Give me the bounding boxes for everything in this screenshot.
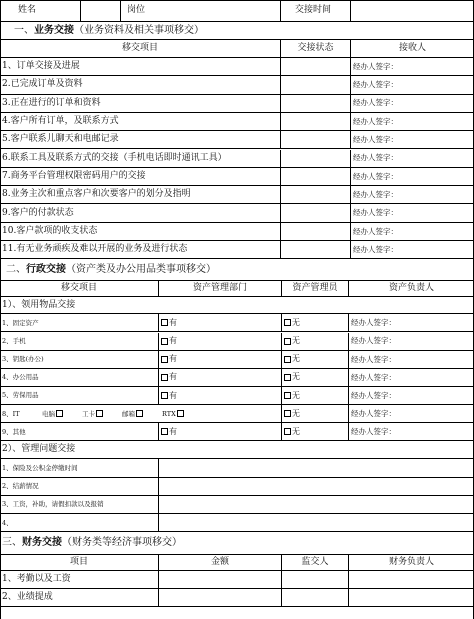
section1-item-row [0,204,474,222]
checkbox-icon [161,319,168,326]
checkbox-icon [284,392,291,399]
other-admin-none[interactable]: 无 [281,423,348,440]
checkbox-icon [284,319,291,326]
section1-item-label: 2.已完成订单及资料 [2,79,83,90]
asset-dept-has[interactable]: 有 [158,351,281,368]
other-row [0,423,474,441]
finance-amount-field[interactable] [158,571,281,588]
asset-dept-has[interactable]: 有 [158,387,281,404]
section3-title-text: 财务交接 [22,537,62,548]
management-field[interactable] [158,459,474,476]
checkbox-icon [284,374,291,381]
section1-status-field[interactable] [280,168,350,185]
section2-header-row [0,281,474,297]
section1-item-row [0,186,474,204]
finance-row [0,589,474,607]
other-sign[interactable]: 经办人签字： [348,423,474,440]
position-label: 岗位 [120,0,280,21]
it-option-label: RTX [162,409,176,418]
it-option[interactable] [82,410,104,417]
asset-row [0,314,474,332]
asset-row [0,333,474,351]
asset-dept-has[interactable]: 有 [158,333,281,350]
section1-item-row [0,150,474,168]
section1-title-text: 业务交接 [34,24,74,36]
it-option-label: 电脑 [42,409,55,418]
section1-number: 一、 [14,24,34,36]
section1-status-field[interactable] [280,150,350,167]
section1-header-row [0,40,474,58]
management-label: 2、结薪情况 [2,481,39,490]
section3-title [0,533,474,554]
asset-owner-sign[interactable]: 经办人签字： [348,351,474,368]
checkbox-icon [161,392,168,399]
finance-row [0,571,474,589]
management-label: 3、工资，补助，请假扣款以及报销 [2,500,104,509]
it-option[interactable] [42,410,64,417]
checkbox-icon [161,374,168,381]
section1-receiver-sign[interactable]: 经办人签字： [350,241,474,258]
it-options [40,405,281,422]
table-border-top [0,0,474,1]
section2-col-admin: 资产管理员 [281,281,348,296]
asset-admin-none[interactable]: 无 [281,333,348,350]
section2-number: 二、 [6,263,26,275]
section1-col-item: 移交项目 [121,43,158,53]
section1-title [0,22,474,39]
section1-receiver-sign[interactable]: 经办人签字： [350,131,474,148]
checkbox-icon [284,410,291,417]
section2-title-text: 行政交接 [26,263,66,275]
finance-owner-field[interactable] [348,589,474,606]
section1-item-label: 1、订单交接及进展 [2,61,80,72]
section1-item-label: 6.联系工具及联系方式的交接（手机电话即时通讯工具） [2,152,227,163]
section1-item-label: 7.商务平台管理权限密码用户的交接 [2,170,146,181]
section2-subtitle: （资产类及办公用品类事项移交） [66,263,216,275]
section1-receiver-sign[interactable]: 经办人签字： [350,113,474,130]
section1-item-row [0,76,474,94]
section2-col-owner: 资产负责人 [348,281,474,296]
asset-label: 1、固定资产 [2,318,39,327]
section3-col-item: 项目 [69,556,88,567]
section3-col-supervisor: 监交人 [281,555,348,570]
section3-number: 三、 [2,537,22,548]
name-label: 姓名 [18,5,37,15]
section1-status-field[interactable] [280,186,350,203]
asset-dept-has[interactable]: 有 [158,314,281,331]
finance-supervisor-field[interactable] [281,571,348,588]
checkbox-icon [284,338,291,345]
section2-title [0,259,474,280]
asset-row [0,369,474,387]
finance-amount-field[interactable] [158,589,281,606]
section1-subtitle: （业务资料及相关事项移交） [74,24,204,36]
other-label: 9、其他 [2,427,26,436]
section2-title-row [0,259,474,281]
asset-admin-none[interactable]: 无 [281,369,348,386]
asset-label: 3、钥匙(办公) [2,355,44,364]
it-option[interactable] [122,410,144,417]
section1-item-row [0,241,474,259]
management-label: 1、保险及公积金停缴时间 [2,463,78,472]
section1-item-label: 8.业务主次和重点客户和次要客户的划分及指明 [2,189,191,200]
checkbox-icon [161,338,168,345]
section1-status-field[interactable] [280,58,350,75]
section1-item-row [0,113,474,131]
section1-item-row [0,95,474,113]
section3-subtitle: （财务类等经济事项移交） [62,537,182,548]
it-label: 8、IT [2,409,20,418]
checkbox-icon [284,428,291,435]
asset-owner-sign[interactable]: 经办人签字： [348,387,474,404]
checkbox-icon [96,410,103,417]
asset-admin-none[interactable]: 无 [281,314,348,331]
section1-item-label: 5.客户联系儿聊天和电邮记录 [2,134,119,145]
header-row [0,0,474,22]
section3-col-amount: 金额 [158,555,281,570]
section1-col-receiver: 接收人 [350,40,474,57]
management-row [0,496,474,514]
management-field[interactable] [158,514,474,531]
asset-row [0,351,474,369]
finance-supervisor-field[interactable] [281,589,348,606]
section1-receiver-sign[interactable]: 经办人签字： [350,95,474,112]
it-sign[interactable]: 经办人签字： [348,405,474,422]
management-label: 4、 [2,518,13,527]
other-dept-has[interactable]: 有 [158,423,281,440]
it-option-label: 工卡 [82,409,95,418]
checkbox-icon [284,356,291,363]
checkbox-icon [56,410,63,417]
asset-label: 4、办公用品 [2,373,39,382]
it-row [0,405,474,423]
asset-owner-sign[interactable]: 经办人签字： [348,314,474,331]
it-admin-none[interactable]: 无 [281,405,348,422]
checkbox-icon [177,410,184,417]
section1-item-row [0,58,474,76]
section1-status-field[interactable] [280,76,350,93]
section1-col-status: 交接状态 [280,40,350,57]
section1-item-row [0,131,474,149]
section1-receiver-sign[interactable]: 经办人签字： [350,76,474,93]
asset-owner-sign[interactable]: 经办人签字： [348,369,474,386]
section1-item-label: 9.客户的付款状态 [2,207,74,218]
section1-status-field[interactable] [280,204,350,221]
finance-item-label: 2、业绩提成 [2,591,53,602]
section1-receiver-sign[interactable]: 经办人签字： [350,150,474,167]
section1-receiver-sign[interactable]: 经办人签字： [350,223,474,240]
management-field[interactable] [158,478,474,495]
section1-item-label: 4.客户所有订单，及联系方式 [2,116,119,127]
it-option[interactable] [162,410,185,417]
section1-item-row [0,168,474,186]
section2-group2-row [0,441,474,459]
section1-receiver-sign[interactable]: 经办人签字： [350,168,474,185]
section1-status-field[interactable] [280,95,350,112]
checkbox-icon [161,428,168,435]
asset-label: 5、劳保用品 [2,391,39,400]
handover-time-label: 交接时间 [280,0,350,21]
section1-status-field[interactable] [280,241,350,258]
asset-admin-none[interactable]: 无 [281,351,348,368]
asset-dept-has[interactable]: 有 [158,369,281,386]
checkbox-icon [136,410,143,417]
finance-owner-field[interactable] [348,571,474,588]
checkbox-icon [161,356,168,363]
section1-item-row [0,223,474,241]
management-row [0,514,474,532]
section1-title-row [0,22,474,40]
section2-col-item: 移交项目 [60,283,97,294]
name-value-field[interactable] [80,0,120,21]
section1-item-label: 10.客户款项的收支状态 [2,225,98,236]
section3-title-row [0,533,474,555]
table-border-left [0,0,1,619]
section1-status-field[interactable] [280,223,350,240]
handover-time-field[interactable] [350,0,474,21]
section1-status-field[interactable] [280,131,350,148]
management-row [0,459,474,477]
asset-label: 2、手机 [2,336,26,345]
it-option-label: 邮箱 [122,409,135,418]
section2-group1-row [0,297,474,314]
management-field[interactable] [158,496,474,513]
section1-receiver-sign[interactable]: 经办人签字： [350,58,474,75]
section1-receiver-sign[interactable]: 经办人签字： [350,204,474,221]
management-row [0,478,474,496]
section3-header-row [0,555,474,571]
asset-admin-none[interactable]: 无 [281,387,348,404]
section1-receiver-sign[interactable]: 经办人签字： [350,186,474,203]
section2-group2-label: 2）、管理问题交接 [2,444,76,455]
section2-group1-label: 1）、领用物品交接 [2,299,76,310]
asset-row [0,387,474,405]
section1-item-label: 3.正在进行的订单和资料 [2,97,101,108]
section1-item-label: 11.有无业务顽疾及难以开展的业务及进行状态 [2,244,188,255]
asset-owner-sign[interactable]: 经办人签字： [348,333,474,350]
section1-status-field[interactable] [280,113,350,130]
section3-col-owner: 财务负责人 [348,555,474,570]
section2-col-dept: 资产管理部门 [158,281,281,296]
finance-item-label: 1、考勤以及工资 [2,573,71,584]
